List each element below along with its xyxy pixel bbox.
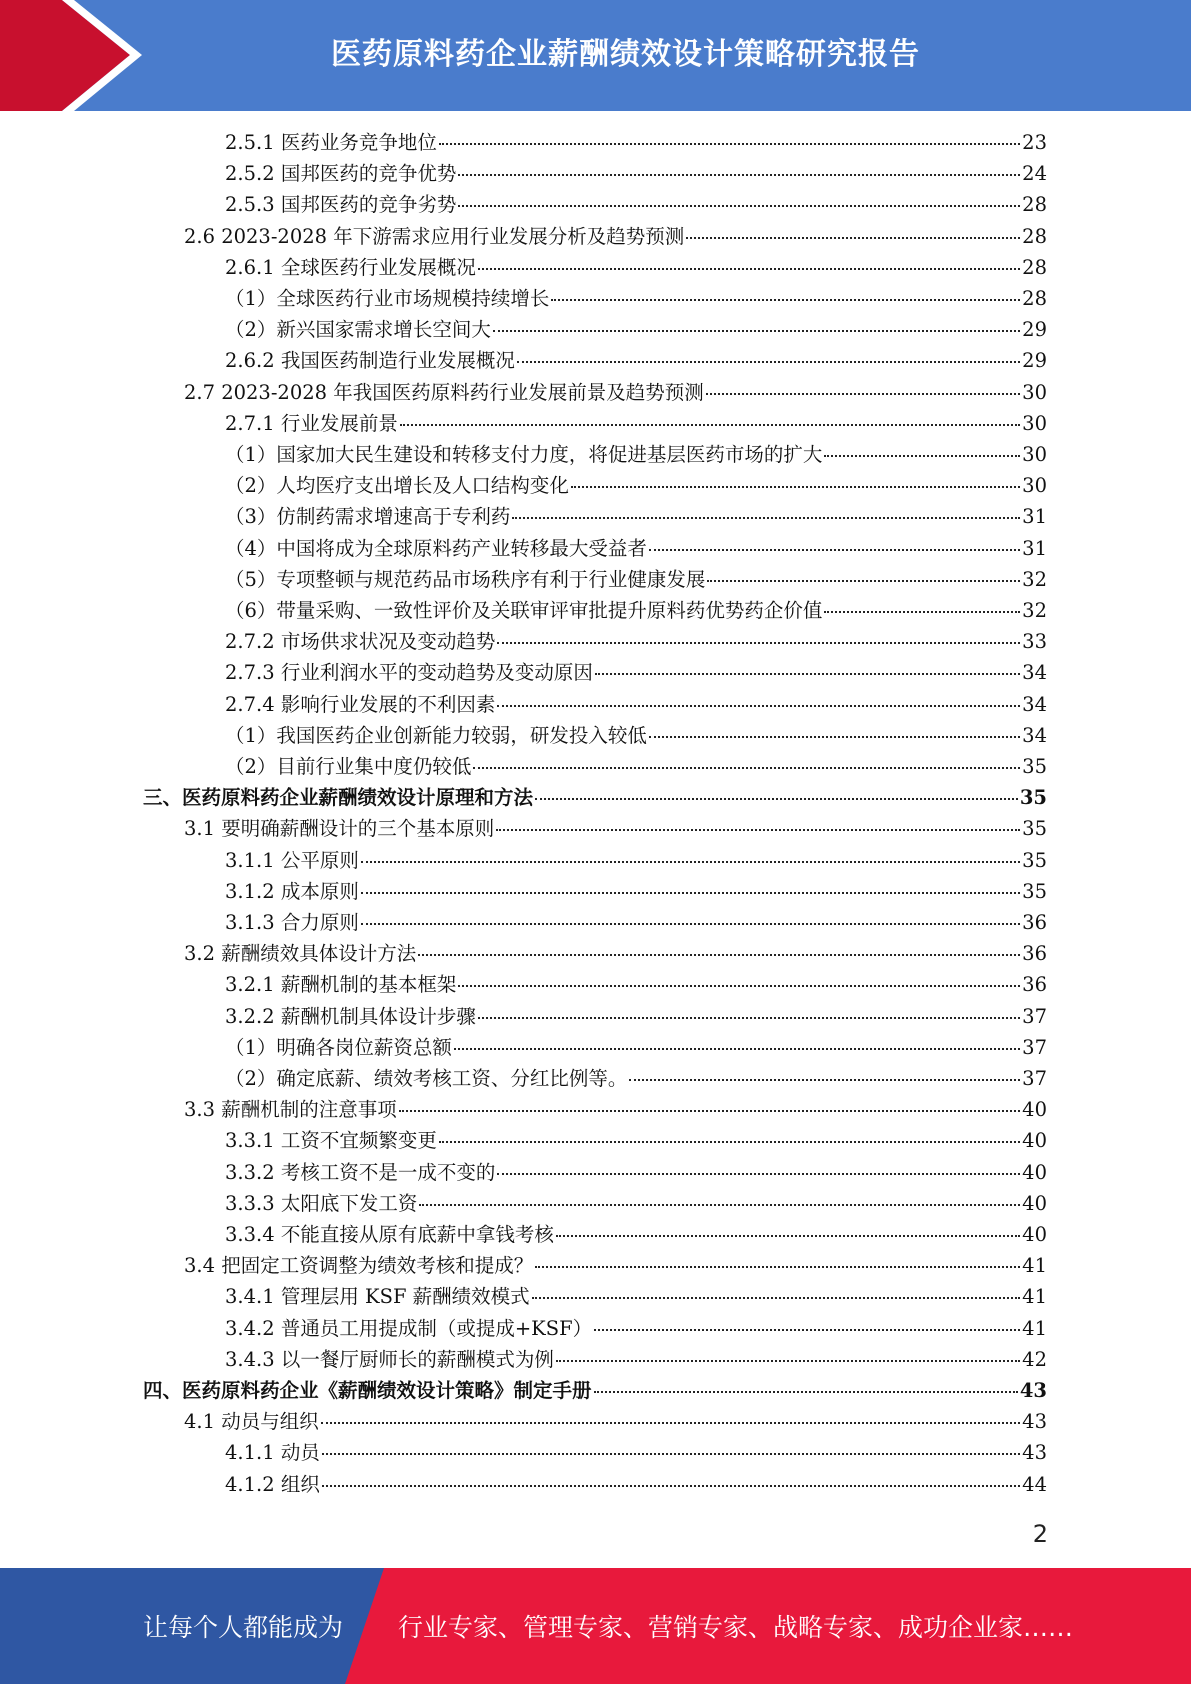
toc-entry-page: 41	[1022, 1316, 1047, 1340]
toc-entry-page: 40	[1022, 1098, 1047, 1122]
toc-entry[interactable]	[225, 969, 1047, 1000]
toc-entry-page: 35	[1022, 755, 1047, 778]
toc-entry-page: 40	[1022, 1160, 1047, 1184]
page-number: 2	[1032, 1520, 1048, 1548]
toc-entry-title: 3.4.2 普通员工用提成制（或提成+KSF）	[225, 1316, 593, 1340]
toc-dot-leader	[497, 642, 1020, 644]
toc-entry-title: （6）带量采购、一致性评价及关联审评审批提升原料药优势药企价值	[225, 599, 823, 622]
toc-dot-leader	[361, 861, 1020, 863]
toc-entry-title: 3.2 薪酬绩效具体设计方法	[184, 942, 417, 966]
page-footer	[0, 1568, 1191, 1684]
toc-entry[interactable]	[225, 751, 1047, 782]
toc-entry[interactable]	[225, 720, 1047, 751]
toc-dot-leader	[399, 1110, 1020, 1112]
toc-entry[interactable]	[184, 938, 1047, 969]
toc-entry-title: 三、医药原料药企业薪酬绩效设计原理和方法	[143, 786, 534, 810]
toc-dot-leader	[649, 549, 1020, 551]
toc-entry-page: 43	[1022, 1441, 1047, 1465]
toc-entry[interactable]	[143, 782, 1047, 813]
toc-entry-title: 3.3 薪酬机制的注意事项	[184, 1098, 397, 1122]
toc-dot-leader	[686, 237, 1020, 239]
toc-entry-title: 2.6.1 全球医药行业发展概况	[225, 255, 476, 279]
toc-entry[interactable]	[225, 158, 1047, 189]
toc-dot-leader	[439, 143, 1020, 145]
toc-dot-leader	[322, 1485, 1020, 1487]
toc-entry-page: 30	[1022, 474, 1047, 498]
toc-dot-leader	[649, 736, 1020, 738]
toc-entry[interactable]	[225, 1001, 1047, 1032]
toc-entry-title: 2.7.4 影响行业发展的不利因素	[225, 692, 496, 716]
toc-entry-title: 3.3.2 考核工资不是一成不变的	[225, 1160, 496, 1184]
toc-entry[interactable]	[225, 1469, 1047, 1500]
toc-dot-leader	[322, 1453, 1020, 1455]
toc-entry-page: 23	[1022, 131, 1047, 154]
toc-entry-page: 41	[1022, 1254, 1047, 1278]
toc-entry-page: 40	[1022, 1191, 1047, 1215]
toc-entry[interactable]	[184, 1406, 1047, 1437]
toc-entry[interactable]	[225, 1157, 1047, 1188]
toc-entry-title: 2.7 2023-2028 年我国医药原料药行业发展前景及趋势预测	[184, 380, 704, 404]
toc-entry-page: 28	[1022, 224, 1047, 248]
toc-dot-leader	[556, 1235, 1020, 1237]
toc-entry[interactable]	[225, 1063, 1047, 1094]
toc-entry[interactable]	[225, 845, 1047, 876]
toc-entry[interactable]	[225, 1437, 1047, 1468]
toc-entry[interactable]	[225, 1125, 1047, 1156]
toc-entry[interactable]	[225, 657, 1047, 688]
toc-entry-title: 3.3.4 不能直接从原有底薪中拿钱考核	[225, 1223, 554, 1246]
toc-entry-title: 2.5.3 国邦医药的竞争劣势	[225, 193, 457, 217]
toc-entry[interactable]	[184, 221, 1047, 252]
toc-entry-title: 四、医药原料药企业《薪酬绩效设计策略》制定手册	[143, 1379, 592, 1402]
toc-dot-leader	[535, 1266, 1020, 1268]
toc-entry-title: 3.1.3 合力原则	[225, 911, 359, 934]
toc-entry[interactable]	[225, 1188, 1047, 1219]
toc-entry-page: 43	[1022, 1410, 1047, 1434]
toc-dot-leader	[458, 985, 1020, 987]
toc-dot-leader	[595, 673, 1020, 675]
footer-slogan-right: 行业专家、管理专家、营销专家、战略专家、成功企业家……	[398, 1613, 1074, 1642]
toc-entry-page: 40	[1022, 1223, 1047, 1246]
toc-entry-title: 2.5.1 医药业务竞争地位	[225, 131, 437, 154]
toc-dot-leader	[458, 174, 1020, 176]
toc-entry-title: 3.3.3 太阳底下发工资	[225, 1191, 418, 1215]
toc-entry-page: 30	[1022, 443, 1047, 466]
toc-dot-leader	[706, 393, 1020, 395]
toc-dot-leader	[496, 829, 1020, 831]
toc-entry-title: 2.7.1 行业发展前景	[225, 411, 398, 435]
toc-dot-leader	[824, 611, 1020, 613]
toc-dot-leader	[493, 330, 1020, 332]
toc-entry-page: 32	[1022, 599, 1047, 622]
toc-entry[interactable]	[225, 564, 1047, 595]
toc-dot-leader	[594, 1329, 1020, 1331]
toc-dot-leader	[497, 705, 1020, 707]
toc-entry-page: 30	[1022, 380, 1047, 404]
toc-entry[interactable]	[225, 533, 1047, 564]
toc-entry[interactable]	[225, 1219, 1047, 1250]
toc-entry[interactable]	[184, 1250, 1047, 1281]
toc-entry-page: 31	[1022, 536, 1047, 560]
toc-entry[interactable]	[225, 1344, 1047, 1375]
toc-entry-page: 44	[1022, 1472, 1047, 1496]
toc-entry-page: 35	[1019, 786, 1047, 810]
toc-entry[interactable]	[225, 408, 1047, 439]
toc-entry-title: （1）国家加大民生建设和转移支付力度，将促进基层医药市场的扩大	[225, 443, 823, 466]
toc-entry-title: （1）全球医药行业市场规模持续增长	[225, 287, 550, 310]
toc-dot-leader	[321, 1422, 1020, 1424]
report-title: 医药原料药企业薪酬绩效设计策略研究报告	[331, 36, 920, 72]
toc-dot-leader	[707, 580, 1020, 582]
toc-entry[interactable]	[225, 689, 1047, 720]
toc-entry-page: 34	[1022, 692, 1047, 716]
toc-dot-leader	[517, 361, 1020, 363]
toc-dot-leader	[629, 1079, 1020, 1081]
toc-entry[interactable]	[225, 1032, 1047, 1063]
toc-entry-page: 32	[1022, 567, 1047, 591]
toc-entry-title: （2）人均医疗支出增长及人口结构变化	[225, 474, 569, 498]
toc-entry-page: 36	[1022, 911, 1047, 934]
toc-entry[interactable]	[225, 876, 1047, 907]
toc-entry[interactable]	[225, 314, 1047, 345]
toc-entry[interactable]	[225, 626, 1047, 657]
toc-dot-leader	[400, 424, 1020, 426]
toc-entry[interactable]	[225, 595, 1047, 626]
toc-entry[interactable]	[184, 1094, 1047, 1125]
toc-entry-title: （1）明确各岗位薪资总额	[225, 1035, 452, 1059]
toc-entry-page: 37	[1022, 1004, 1047, 1028]
toc-entry-page: 31	[1022, 505, 1047, 529]
toc-entry[interactable]	[225, 470, 1047, 501]
toc-dot-leader	[532, 1297, 1021, 1299]
toc-entry-page: 37	[1022, 1067, 1047, 1090]
toc-entry-title: （2）确定底薪、绩效考核工资、分红比例等。	[225, 1067, 628, 1090]
toc-dot-leader	[497, 1173, 1020, 1175]
toc-dot-leader	[419, 1204, 1020, 1206]
toc-entry-title: 3.3.1 工资不宜频繁变更	[225, 1129, 437, 1153]
toc-entry-title: （4）中国将成为全球原料药产业转移最大受益者	[225, 536, 647, 560]
toc-dot-leader	[361, 892, 1020, 894]
toc-entry-page: 34	[1022, 723, 1047, 747]
toc-entry-page: 28	[1022, 255, 1047, 279]
toc-entry-title: 3.1.2 成本原则	[225, 879, 359, 903]
toc-entry[interactable]	[225, 501, 1047, 532]
toc-dot-leader	[361, 923, 1020, 925]
toc-entry-title: 3.2.2 薪酬机制具体设计步骤	[225, 1004, 476, 1028]
toc-entry-title: 2.7.2 市场供求状况及变动趋势	[225, 630, 496, 654]
toc-entry-title: 2.6 2023-2028 年下游需求应用行业发展分析及趋势预测	[184, 224, 685, 248]
toc-dot-leader	[458, 205, 1020, 207]
toc-entry-page: 42	[1022, 1347, 1047, 1371]
toc-entry[interactable]	[225, 1281, 1047, 1312]
toc-entry-page: 37	[1022, 1035, 1047, 1059]
toc-entry[interactable]	[184, 813, 1047, 844]
toc-entry-page: 34	[1022, 661, 1047, 685]
toc-entry[interactable]	[143, 1375, 1047, 1406]
toc-dot-leader	[439, 1141, 1020, 1143]
toc-entry[interactable]	[225, 439, 1047, 470]
toc-entry-page: 30	[1022, 411, 1047, 435]
toc-entry-title: 3.1.1 公平原则	[225, 848, 359, 872]
toc-entry-title: 2.6.2 我国医药制造行业发展概况	[225, 349, 515, 373]
toc-dot-leader	[556, 1360, 1020, 1362]
footer-slogan-left: 让每个人都能成为	[143, 1613, 344, 1642]
toc-entry-title: 4.1 动员与组织	[184, 1410, 319, 1434]
toc-entry[interactable]	[225, 252, 1047, 283]
toc-entry-page: 36	[1022, 973, 1047, 997]
toc-entry-title: （2）目前行业集中度仍较低	[225, 755, 472, 778]
toc-entry-page: 33	[1022, 630, 1047, 654]
toc-entry-page: 41	[1022, 1285, 1047, 1309]
toc-entry[interactable]	[225, 907, 1047, 938]
toc-entry-title: 3.2.1 薪酬机制的基本框架	[225, 973, 457, 997]
toc-entry-title: 4.1.2 组织	[225, 1472, 320, 1496]
toc-entry[interactable]	[225, 283, 1047, 314]
toc-entry-title: 3.1 要明确薪酬设计的三个基本原则	[184, 817, 495, 841]
toc-dot-leader	[478, 268, 1020, 270]
toc-entry-page: 36	[1022, 942, 1047, 966]
toc-dot-leader	[824, 455, 1020, 457]
toc-entry-page: 28	[1022, 193, 1047, 217]
toc-entry-title: 3.4.1 管理层用 KSF 薪酬绩效模式	[225, 1285, 530, 1309]
toc-dot-leader	[418, 954, 1020, 956]
toc-entry-page: 29	[1022, 318, 1047, 342]
toc-entry-title: 3.4.3 以一餐厅厨师长的薪酬模式为例	[225, 1347, 554, 1371]
toc-entry[interactable]	[225, 1313, 1047, 1344]
page-header	[0, 0, 1191, 111]
toc-entry-title: 3.4 把固定工资调整为绩效考核和提成？	[184, 1254, 534, 1278]
toc-entry-page: 35	[1022, 848, 1047, 872]
toc-entry-title: 2.7.3 行业利润水平的变动趋势及变动原因	[225, 661, 593, 685]
toc-entry-page: 28	[1022, 287, 1047, 310]
toc-dot-leader	[535, 798, 1018, 800]
toc-entry[interactable]	[225, 189, 1047, 220]
toc-entry-page: 29	[1022, 349, 1047, 373]
toc-entry[interactable]	[225, 127, 1047, 158]
toc-entry-title: （5）专项整顿与规范药品市场秩序有利于行业健康发展	[225, 567, 706, 591]
toc-entry[interactable]	[225, 345, 1047, 376]
toc-entry-page: 43	[1019, 1379, 1047, 1402]
toc-entry-page: 35	[1022, 817, 1047, 841]
toc-dot-leader	[454, 1048, 1020, 1050]
toc-entry-page: 35	[1022, 879, 1047, 903]
toc-entry-title: （2）新兴国家需求增长空间大	[225, 318, 491, 342]
toc-dot-leader	[594, 1391, 1018, 1393]
toc-entry-page: 40	[1022, 1129, 1047, 1153]
toc-entry-page: 24	[1022, 162, 1047, 186]
toc-dot-leader	[571, 486, 1020, 488]
toc-entry-title: 4.1.1 动员	[225, 1441, 320, 1465]
toc-entry-title: （1）我国医药企业创新能力较弱，研发投入较低	[225, 723, 647, 747]
toc-dot-leader	[551, 299, 1020, 301]
toc-dot-leader	[512, 517, 1020, 519]
toc-entry[interactable]	[184, 377, 1047, 408]
toc-dot-leader	[478, 1017, 1020, 1019]
toc-entry-title: 2.5.2 国邦医药的竞争优势	[225, 162, 457, 186]
toc-dot-leader	[473, 767, 1020, 769]
toc-entry-title: （3）仿制药需求增速高于专利药	[225, 505, 511, 529]
